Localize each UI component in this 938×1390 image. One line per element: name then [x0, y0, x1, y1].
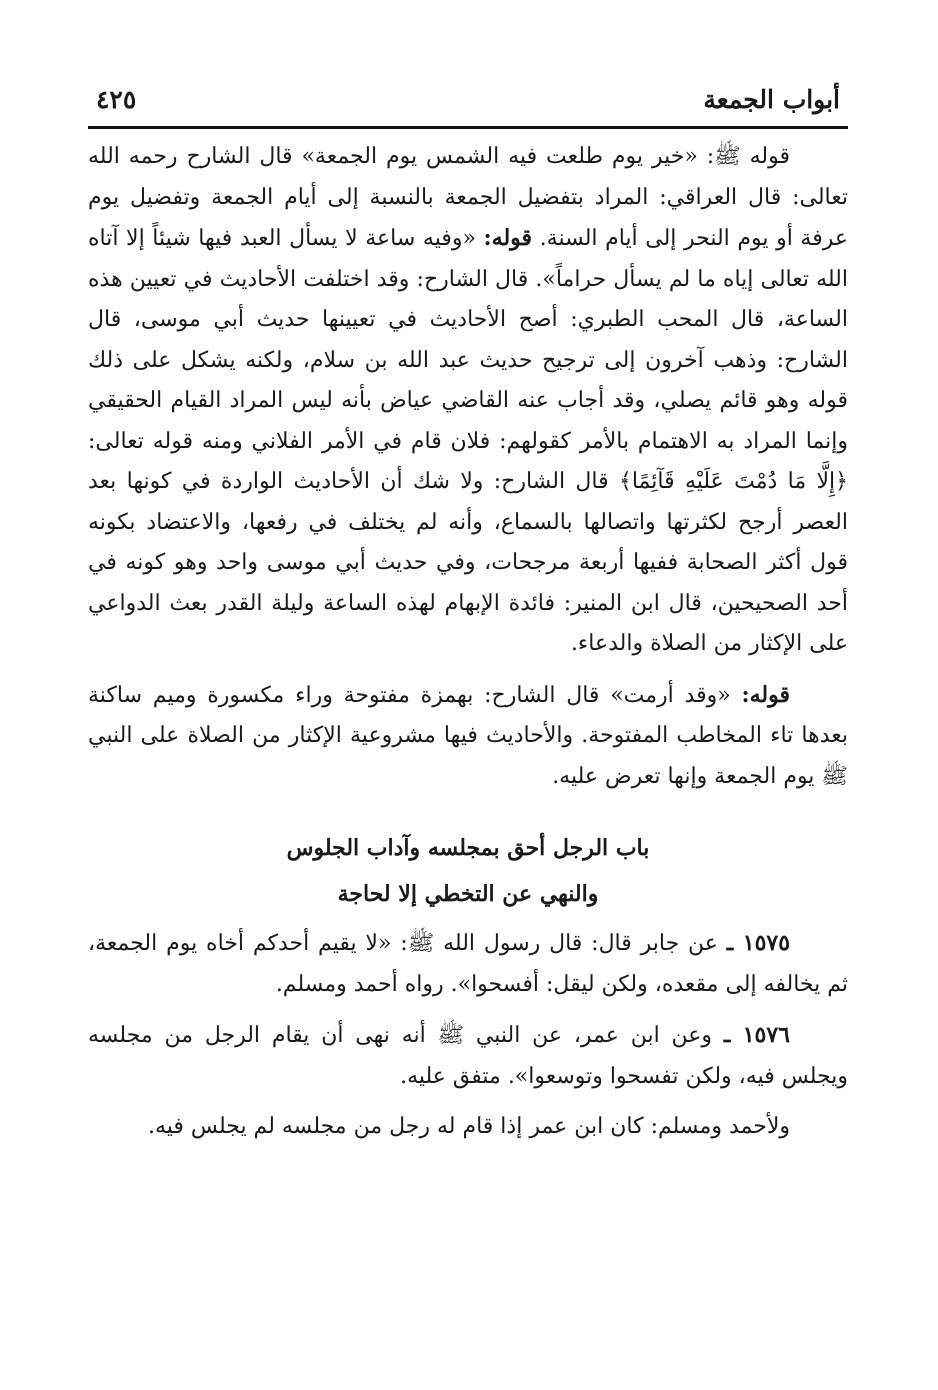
commentary-paragraph [88, 137, 848, 665]
commentary-lead: قوله: [741, 681, 790, 708]
commentary-text: «وفيه ساعة لا يسأل العبد فيها شيئاً إلا آتاه الله تعالى إياه ما لم يسأل حراماً». قال الشارح: وقد اختلفت الأحاديث في تعيين هذه الساعة، قال المحب الطبري: أصح الأحاديث في تعيينها حديث أبي موسى، قال الشارح: وذهب آخرون إلى ترجيح حديث عبد الله بن سلام، ولكنه يشكل على ذلك قوله وهو قائم يصلي، وقد أجاب عنه القاضي عياض بأنه ليس المراد القيام الحقيقي وإنما المراد به الاهتمام بالأمر كقولهم: فلان قام في الأمر الفلاني ومنه قوله تعالى: ﴿إِلَّا مَا دُمْتَ عَلَيْهِ قَآئِمًا﴾ قال الشارح: ولا شك أن الأحاديث الواردة في كونها بعد العصر أرجح لكثرتها واتصالها بالسماع، وأنه لم يختلف في رفعها، والاعتضاد بكونه قول أكثر الصحابة ففيها أربعة مرجحات، وفي حديث أبي موسى واحد وهو كونه في أحد الصحيحين، قال ابن المنير: فائدة الإبهام لهذه الساعة وليلة القدر بعث الدواعي على الإكثار من الصلاة والدعاء. [88, 226, 848, 656]
book-page [88, 78, 848, 1158]
running-header [88, 78, 848, 126]
chapter-title: أبواب الجمعة [703, 85, 840, 114]
closing-paragraph [88, 1107, 848, 1148]
hadith-text: عن جابر قال: قال رسول الله ﷺ: «لا يقيم أحدكم أخاه يوم الجمعة، ثم يخالفه إلى مقعده، ولكن ليقل: أفسحوا». رواه أحمد ومسلم. [88, 931, 848, 997]
header-rule [88, 126, 848, 129]
commentary-lead: قوله: [483, 225, 533, 251]
section-title-line: باب الرجل أحق بمجلسه وآداب الجلوس [286, 835, 650, 861]
page-number: ٤٢٥ [96, 85, 137, 114]
commentary-paragraph [88, 675, 848, 798]
hadith-entry [88, 1015, 848, 1097]
hadith-number: ١٥٧٥ ـ [726, 930, 791, 956]
section-title [88, 825, 848, 917]
section-title-line: والنهي عن التخطي إلا لحاجة [337, 881, 599, 907]
hadith-text: وعن ابن عمر، عن النبي ﷺ أنه نهى أن يقام الرجل من مجلسه ويجلس فيه، ولكن تفسحوا وتوسعوا». متفق عليه. [88, 1023, 848, 1089]
commentary-text: قوله ﷺ: «خير يوم طلعت فيه الشمس يوم الجمعة» قال الشارح رحمه الله تعالى: قال العراقي: المراد بتفضيل الجمعة بالنسبة إلى أيام الجمعة وتفضيل يوم عرفة أو يوم النحر إلى أيام السنة. [88, 144, 848, 251]
hadith-entry [88, 923, 848, 1005]
closing-text: ولأحمد ومسلم: كان ابن عمر إذا قام له رجل من مجلسه لم يجلس فيه. [147, 1114, 790, 1139]
commentary-text: «وقد أرمت» قال الشارح: بهمزة مفتوحة وراء مكسورة وميم ساكنة بعدها تاء المخاطب المفتوحة. والأحاديث فيها مشروعية الإكثار من الصلاة على النبي ﷺ يوم الجمعة وإنها تعرض عليه. [88, 682, 848, 789]
hadith-number: ١٥٧٦ ـ [723, 1022, 790, 1048]
